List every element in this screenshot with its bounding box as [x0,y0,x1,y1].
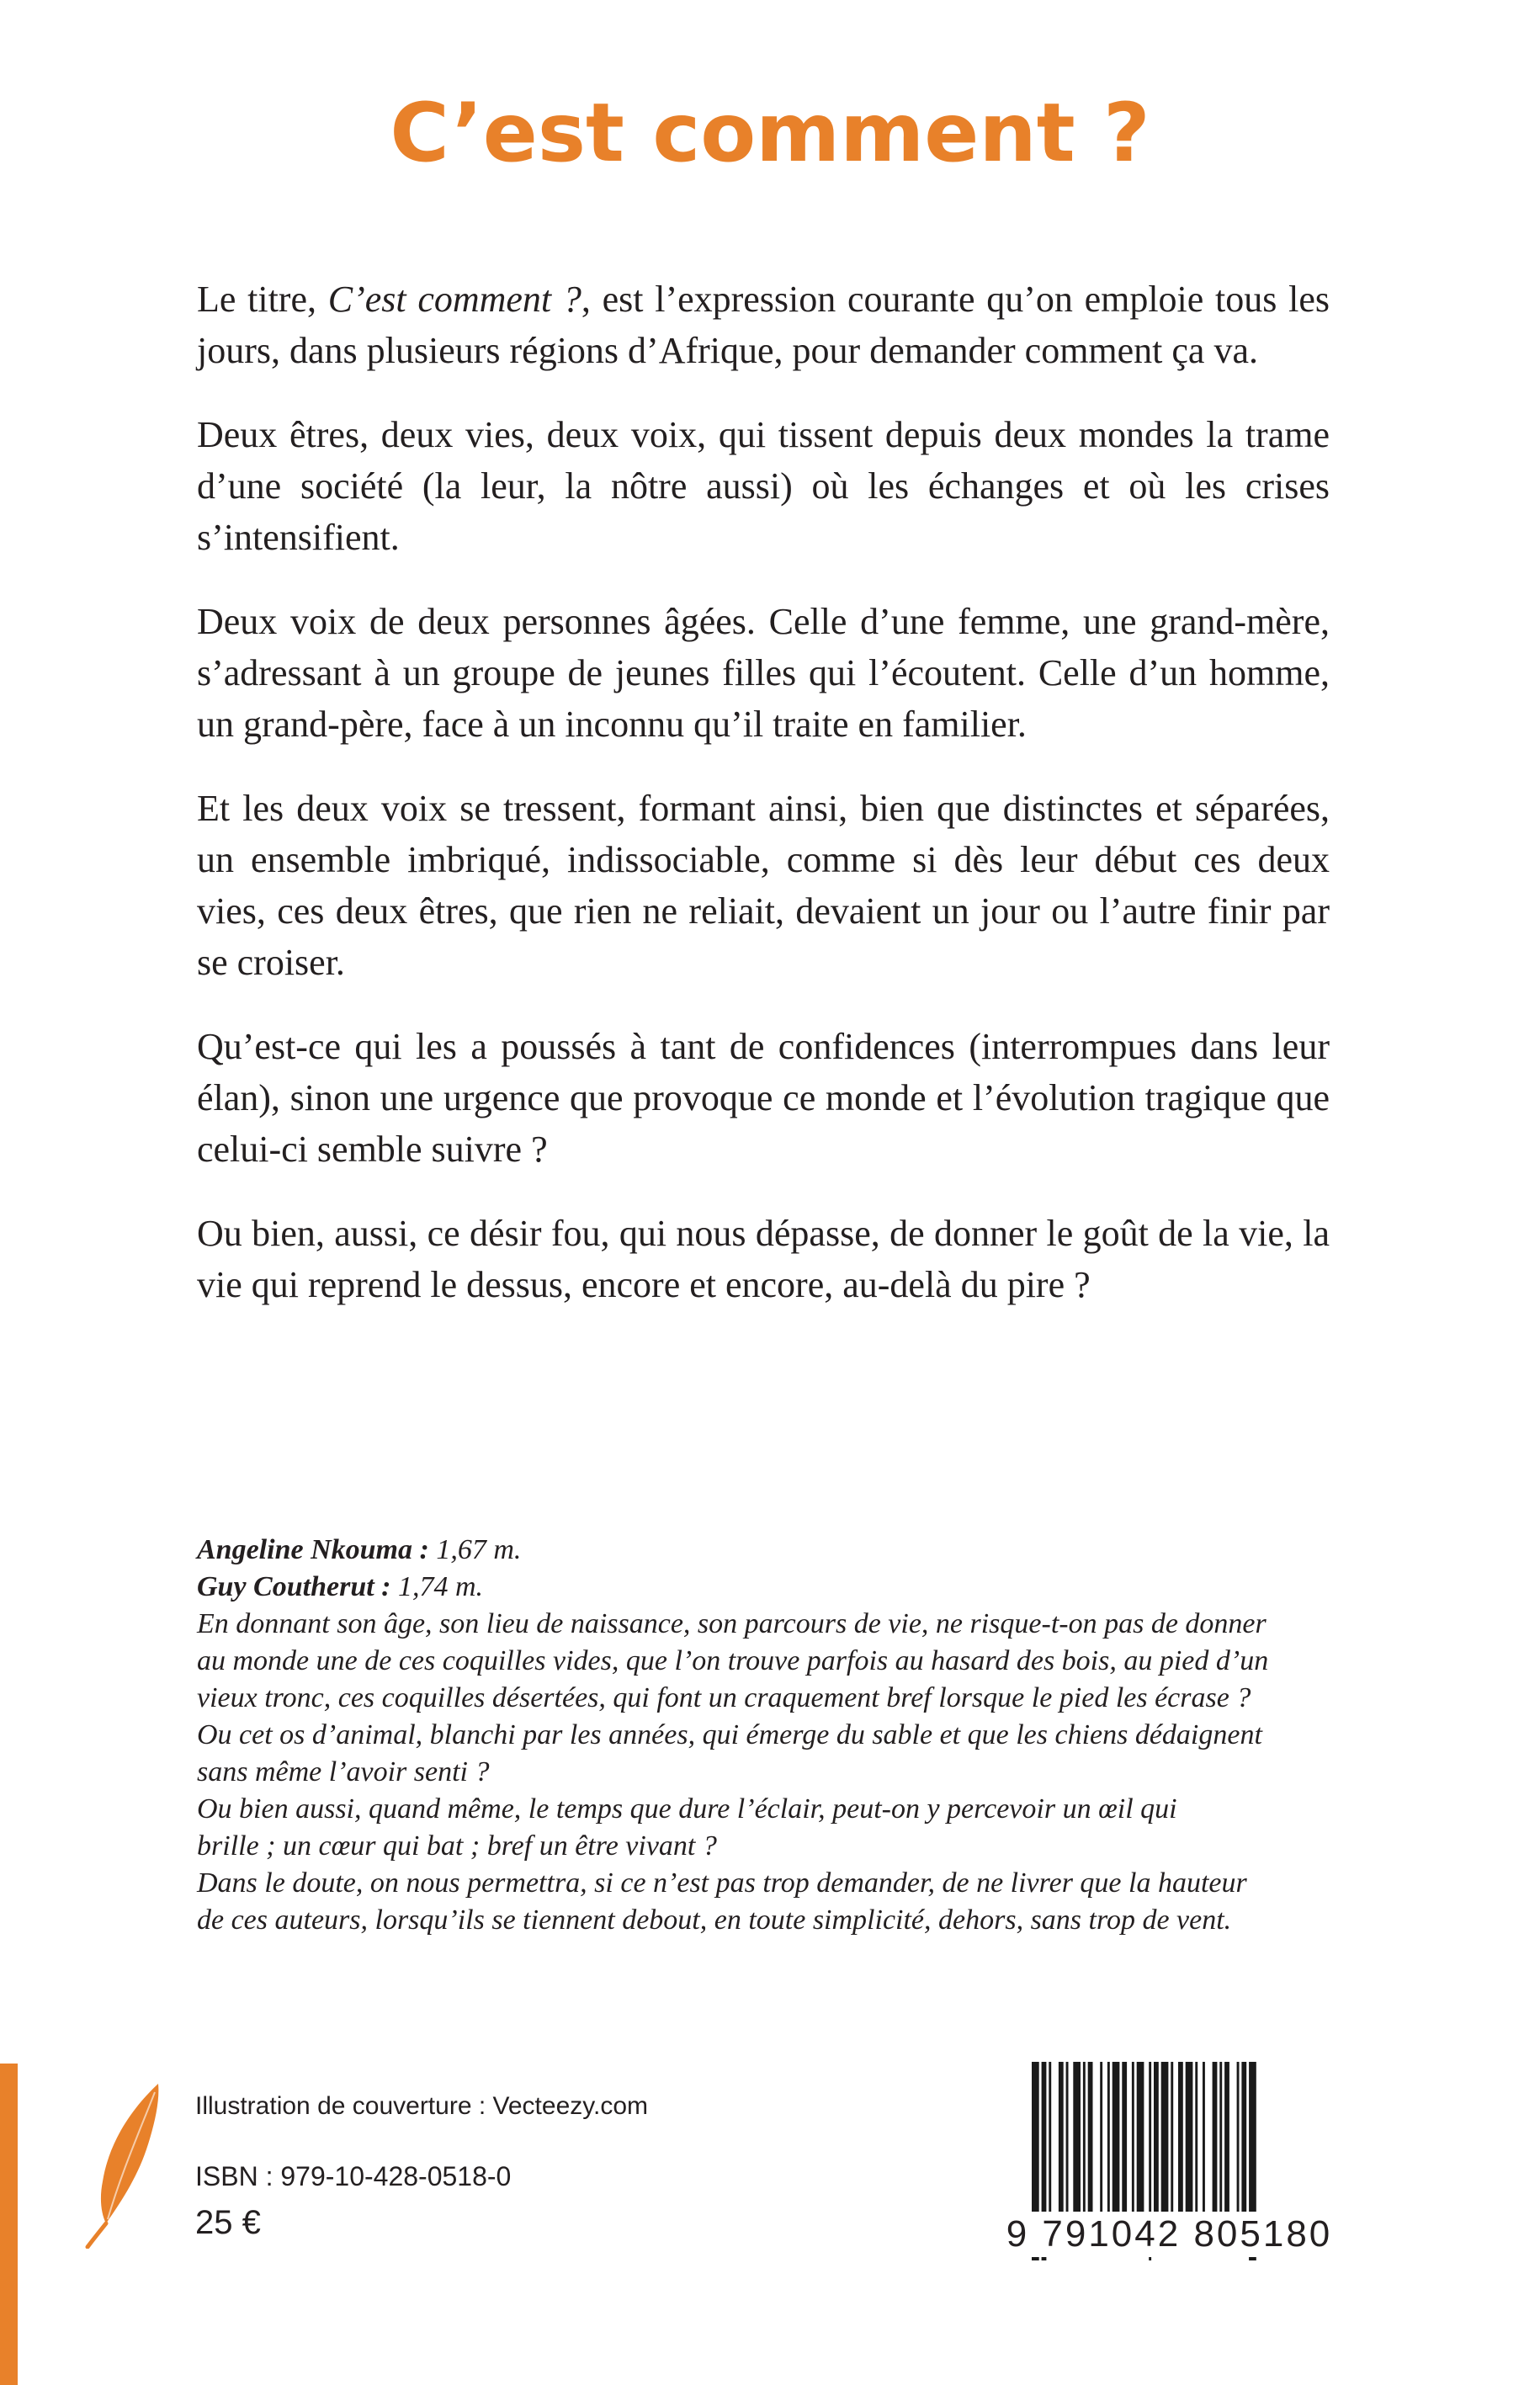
author-line-2 [197,1569,1330,1606]
author-line-1 [197,1532,1330,1569]
title-mention: C’est comment ? [327,279,581,320]
author-name: Angeline Nkouma : [197,1534,429,1565]
price: 25 € [195,2204,261,2241]
author-note-line: de ces auteurs, lorsqu’ils se tiennent debout, en toute simplicité, dehors, sans trop de vent. [197,1904,1232,1936]
paragraph-text: , est l’expression courante qu’on emploie tous les jours, dans plusieurs régions d’Afrique, pour demander comment ça va. [197,279,1330,371]
author-note-line: vieux tronc, ces coquilles désertées, qui font un craquement bref lorsque le pied les écrase ? [197,1682,1251,1713]
author-note-line: Dans le doute, on nous permettra, si ce n’est pas trop demander, de ne livrer que la hauteur [197,1867,1247,1899]
barcode-digits: 9 791042 805180 [1003,2212,1336,2257]
blurb [197,274,1330,1343]
author-height: 1,67 m. [436,1534,522,1565]
accent-bar [0,2064,18,2385]
author-name: Guy Coutherut : [197,1571,391,1602]
author-height: 1,74 m. [398,1571,484,1602]
author-note-line: au monde une de ces coquilles vides, que l’on trouve parfois au hasard des bois, au pied d’un [197,1645,1269,1676]
author-note [197,1532,1330,1939]
author-note-line: En donnant son âge, son lieu de naissance, son parcours de vie, ne risque-t-on pas de donner [197,1608,1267,1639]
blurb-paragraph-6: Ou bien, aussi, ce désir fou, qui nous dépasse, de donner le goût de la vie, la vie qui reprend le dessus, encore et encore, au-delà du pire ? [197,1213,1330,1305]
book-title: C’est comment ? [390,86,1150,180]
paragraph-text: Le titre, [197,279,328,320]
isbn: ISBN : 979-10-428-0518-0 [195,2161,512,2191]
author-note-line: brille ; un cœur qui bat ; bref un être vivant ? [197,1830,717,1862]
author-note-line: Ou bien aussi, quand même, le temps que dure l’éclair, peut-on y percevoir un œil qui [197,1793,1177,1825]
blurb-paragraph-5: Qu’est-ce qui les a poussés à tant de confidences (interrompues dans leur élan), sinon une urgence que provoque ce monde et l’évolution tragique que celui-ci semble suivre ? [197,1026,1330,1170]
author-note-line: Ou cet os d’animal, blanchi par les années, qui émerge du sable et que les chiens dédaignent [197,1719,1262,1750]
blurb-paragraph-2: Deux êtres, deux vies, deux voix, qui tissent depuis deux mondes la trame d’une société (la leur, la nôtre aussi) où les échanges et où les crises s’intensifient. [197,414,1330,558]
blurb-paragraph-3: Deux voix de deux personnes âgées. Celle d’une femme, une grand-mère, s’adressant à un groupe de jeunes filles qui l’écoutent. Celle d’un homme, un grand-père, face à un inconnu qu’il traite en familier. [197,601,1330,745]
blurb-paragraph-4: Et les deux voix se tressent, formant ainsi, bien que distinctes et séparées, un ensemble imbriqué, indissociable, comme si dès leur début ces deux vies, ces deux êtres, que rien ne reliait, devaient un jour ou l’autre finir par se croiser. [197,788,1330,983]
feather-icon [84,2080,168,2249]
blurb-paragraph-1 [197,274,1330,376]
author-note-line: sans même l’avoir senti ? [197,1756,490,1787]
cover-credit: Illustration de couverture : Vecteezy.com [195,2092,649,2120]
